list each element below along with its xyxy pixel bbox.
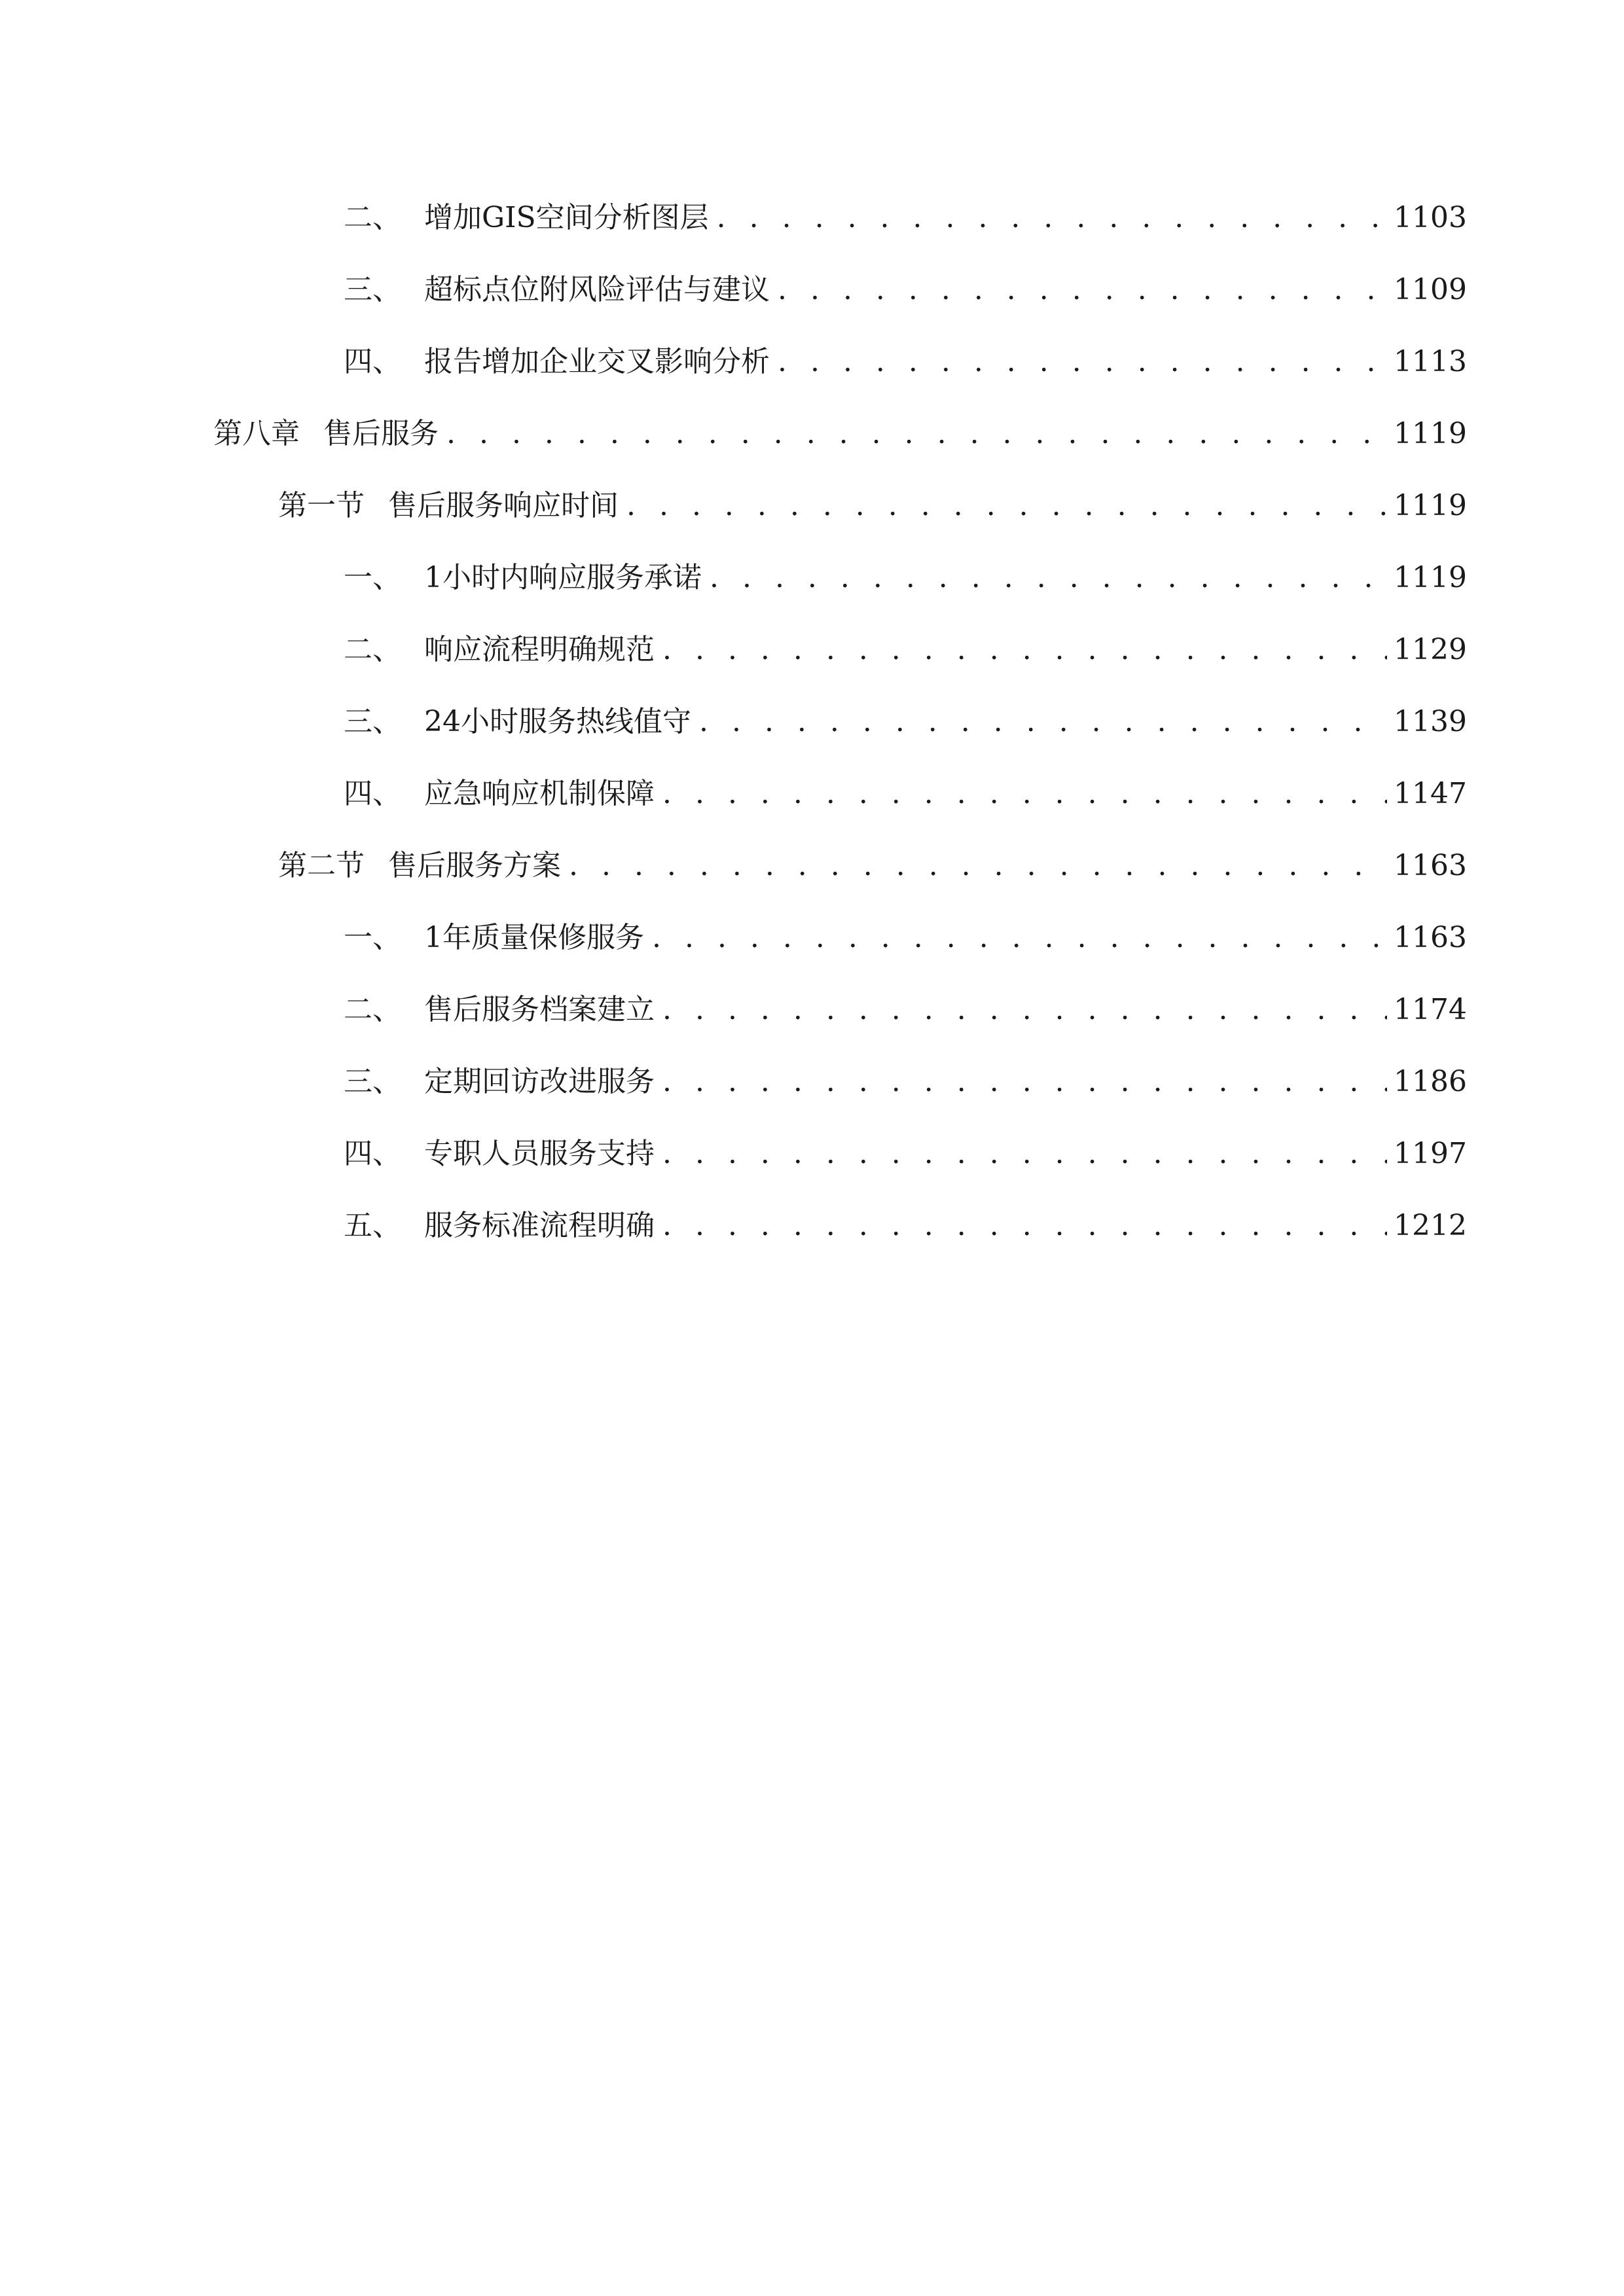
toc-entry-title: 售后服务档案建立 <box>424 993 655 1026</box>
dot-leader <box>662 1056 1387 1108</box>
toc-entry-page: 1109 <box>1394 273 1467 306</box>
toc-entry-number: 第二节 <box>278 849 365 882</box>
toc-entry[interactable] <box>344 1200 1467 1252</box>
toc-entry-title: 超标点位附风险评估与建议 <box>424 273 770 306</box>
toc-entry[interactable] <box>344 336 1467 388</box>
toc-entry-page: 1129 <box>1394 633 1467 666</box>
toc-entry-number: 三、 <box>344 1065 401 1098</box>
toc-entry-page: 1119 <box>1394 489 1467 522</box>
toc-entry-title: 售后服务方案 <box>388 849 561 882</box>
dot-leader <box>710 552 1387 604</box>
toc-entry-page: 1139 <box>1394 705 1467 738</box>
toc-entry-page: 1113 <box>1394 345 1467 378</box>
toc-entry[interactable] <box>344 984 1467 1036</box>
toc-entry-title: 报告增加企业交叉影响分析 <box>424 345 770 378</box>
dot-leader <box>626 480 1387 532</box>
toc-entry[interactable] <box>344 192 1467 244</box>
toc-entry[interactable] <box>344 264 1467 316</box>
dot-leader <box>778 264 1387 316</box>
toc-entry-number: 四、 <box>344 777 401 810</box>
dot-leader <box>699 696 1387 748</box>
toc-entry-title: 售后服务响应时间 <box>388 489 619 522</box>
toc-chapter-entry[interactable] <box>213 408 1467 460</box>
toc-entry[interactable] <box>344 768 1467 820</box>
toc-entry[interactable] <box>344 696 1467 748</box>
toc-entry[interactable] <box>344 1128 1467 1180</box>
toc-entry-page: 1197 <box>1394 1137 1467 1170</box>
dot-leader <box>662 1128 1387 1180</box>
toc-entry-page: 1163 <box>1394 921 1467 954</box>
toc-entry-number: 五、 <box>344 1209 401 1242</box>
dot-leader <box>569 840 1387 892</box>
dot-leader <box>662 1200 1387 1252</box>
toc-entry[interactable] <box>344 912 1467 964</box>
toc-entry-page: 1186 <box>1394 1065 1467 1098</box>
toc-entry-title: 24小时服务热线值守 <box>424 705 691 738</box>
toc-entry-number: 四、 <box>344 1137 401 1170</box>
dot-leader <box>446 408 1387 460</box>
toc-entry[interactable] <box>344 552 1467 604</box>
toc-entry-number: 二、 <box>344 633 401 666</box>
dot-leader <box>662 624 1387 676</box>
toc-section-entry[interactable] <box>278 840 1467 892</box>
toc-entry-page: 1174 <box>1394 993 1467 1026</box>
toc-entry-number: 二、 <box>344 201 401 234</box>
toc-entry-page: 1119 <box>1394 417 1467 450</box>
toc-entry-number: 一、 <box>344 921 401 954</box>
dot-leader <box>717 192 1387 244</box>
toc-entry-number: 三、 <box>344 273 401 306</box>
toc-entry-number: 四、 <box>344 345 401 378</box>
toc-entry-title: 定期回访改进服务 <box>424 1065 655 1098</box>
toc-entry-page: 1147 <box>1394 777 1467 810</box>
dot-leader <box>662 984 1387 1036</box>
toc-entry-page: 1212 <box>1394 1209 1467 1242</box>
toc-entry[interactable] <box>344 1056 1467 1108</box>
dot-leader <box>652 912 1387 964</box>
toc-entry-page: 1119 <box>1394 561 1467 594</box>
toc-entry-number: 第八章 <box>213 417 300 450</box>
toc-entry-title: 专职人员服务支持 <box>424 1137 655 1170</box>
toc-entry-title: 售后服务 <box>323 417 439 450</box>
toc-entry-page: 1163 <box>1394 849 1467 882</box>
toc-section-entry[interactable] <box>278 480 1467 532</box>
toc-entry-number: 一、 <box>344 561 401 594</box>
toc-entry-title: 服务标准流程明确 <box>424 1209 655 1242</box>
toc-entry-page: 1103 <box>1394 201 1467 234</box>
toc-entry-title: 增加GIS空间分析图层 <box>424 201 709 234</box>
toc-entry[interactable] <box>344 624 1467 676</box>
toc-entry-title: 应急响应机制保障 <box>424 777 655 810</box>
toc-entry-number: 第一节 <box>278 489 365 522</box>
dot-leader <box>778 336 1387 388</box>
toc-entry-number: 三、 <box>344 705 401 738</box>
toc-entry-number: 二、 <box>344 993 401 1026</box>
dot-leader <box>662 768 1387 820</box>
toc-entry-title: 1小时内响应服务承诺 <box>424 561 702 594</box>
toc-entry-title: 响应流程明确规范 <box>424 633 655 666</box>
toc-entry-title: 1年质量保修服务 <box>424 921 644 954</box>
